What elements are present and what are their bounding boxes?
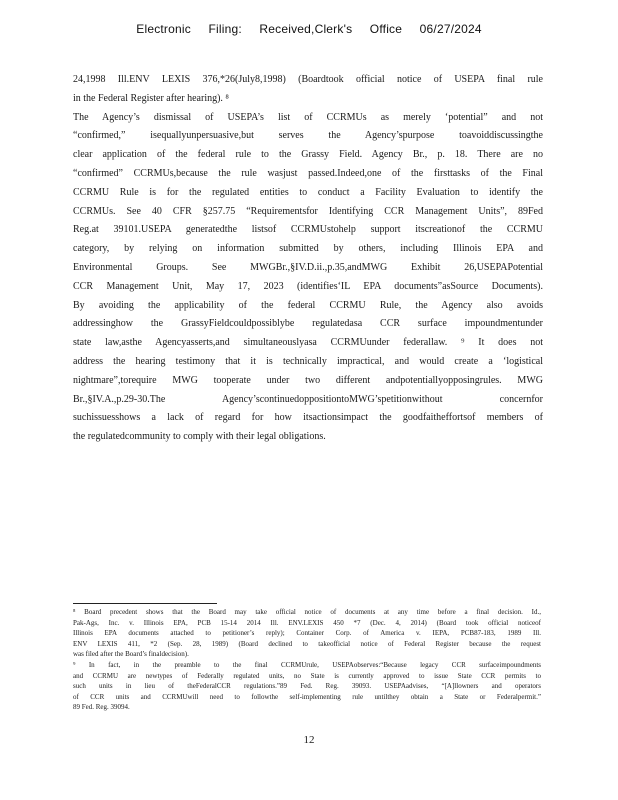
body-line: CCR Management Unit, May 17, 2023 (identifies‘IL EPA documents”asSource Documents). (73, 280, 543, 292)
footnote-line: ⁸ Board precedent shows that the Board may take official notice of documents at any time before a final decision. Id., (73, 608, 541, 616)
footnotes (73, 607, 541, 713)
footnote-line: of CCR units and CCRMUwill need to followthe self-implementing rule untilthey obtain a State or Federalpermit.” (73, 692, 541, 701)
body-line: 24,1998 Ill.ENV LEXIS 376,*26(July8,1998) (Boardtook official notice of USEPA final rule (73, 74, 543, 85)
body-line: CCRMUs. See 40 CFR §257.75 “Requirementsfor Identifying CCR Management Units”, 89Fed (73, 205, 543, 217)
page-number: 12 (303, 734, 315, 746)
body-line: in the Federal Register after hearing). ⁸ (73, 92, 229, 104)
footnote-line: and CCRMU are newtypes of Federally regulated units, no State is currently approved to issue State CCR permits to (73, 671, 541, 680)
footnote-line: ENV LEXIS 411, *2 (Sep. 28, 1989) (Board declined to takeofficial notice of Federal Register because the request (73, 639, 541, 648)
body-line: addressinghow the GrassyFieldcouldpossiblybe regulatedasa CCR surface impoundmentunder (73, 318, 543, 330)
body-line: The Agency’s dismissal of USEPA’s list of CCRMUs as merely ‘potential” and not (73, 111, 543, 123)
footnote-line: was filed after the Board’s finaldecision). (73, 650, 189, 659)
body-line: suchissuesshows a lack of regard for how itsactionsimpact the goodfaitheffortsof members of (73, 412, 543, 424)
body-line: Reg.at 39101.USEPA generatedthe listsof CCRMUstohelp support itscreationof the CCRMU (73, 224, 543, 236)
body-line: the regulatedcommunity to comply with their legal obligations. (73, 431, 326, 443)
body-line: Environmental Groups. See MWGBr.,§IV.D.ii.,p.35,andMWG Exhibit 26,USEPAPotential (73, 261, 543, 273)
body-line: By avoiding the applicability of the federal CCRMU Rule, the Agency also avoids (73, 299, 543, 311)
body-line: “confirmed,” isequallyunpersuasive,but serves the Agency’spurpose toavoiddiscussingthe (73, 130, 543, 142)
body-line: state law,asthe Agencyasserts,and simultaneouslyasa CCRMUunder federallaw. ⁹ It does not (73, 337, 543, 349)
electronic-filing-header: Electronic Filing: Received,Clerk's Office 06/27/2024 (136, 22, 482, 36)
body-line: address the hearing testimony that it is technically impractical, and would create a ‘logistical (73, 355, 543, 367)
body-line: nightmare”,torequire MWG tooperate under two different andpotentiallyopposingrules. MWG (73, 374, 543, 386)
footnote-line: ⁹ In fact, in the preamble to the final CCRMUrule, USEPAobserves:“Because legacy CCR surfaceimpoundments (73, 660, 541, 669)
body-line: Br.,§IV.A.,p.29-30.The Agency’scontinuedoppositiontoMWG’spetitionwithout concernfor (73, 393, 543, 405)
body-line: CCRMU Rule is for the regulated entities to conduct a Facility Evaluation to identify the (73, 186, 543, 198)
footnote-line: Illinois EPA documents attached to petitioner’s reply); Container Corp. of America v. IEPA, PCB87-183, 1989 Ill. (73, 629, 541, 638)
footnote-line: such units in lieu of theFederalCCR regulations.”89 Fed. Reg. 39093. USEPAadvises, “[A]llowners and operators (73, 682, 541, 691)
body-line: category, by relying on information submitted by others, including Illinois EPA and (73, 243, 543, 255)
footnote-line: Pak-Ags, Inc. v. Illinois EPA, PCB 15-14 2014 Ill. ENV.LEXIS 450 *7 (Dec. 4, 2014) (Board took official noticeof (73, 618, 541, 627)
body-line: “confirmed” CCRMUs,because the rule wasjust passed.Indeed,one of the firsttasks of the Final (73, 167, 543, 179)
body-text (73, 71, 543, 447)
footnote-line: 89 Fed. Reg. 39094. (73, 703, 130, 712)
body-line: clear application of the federal rule to the Grassy Field. Agency Br., p. 18. There are no (73, 149, 543, 161)
footnote-divider (73, 603, 217, 604)
